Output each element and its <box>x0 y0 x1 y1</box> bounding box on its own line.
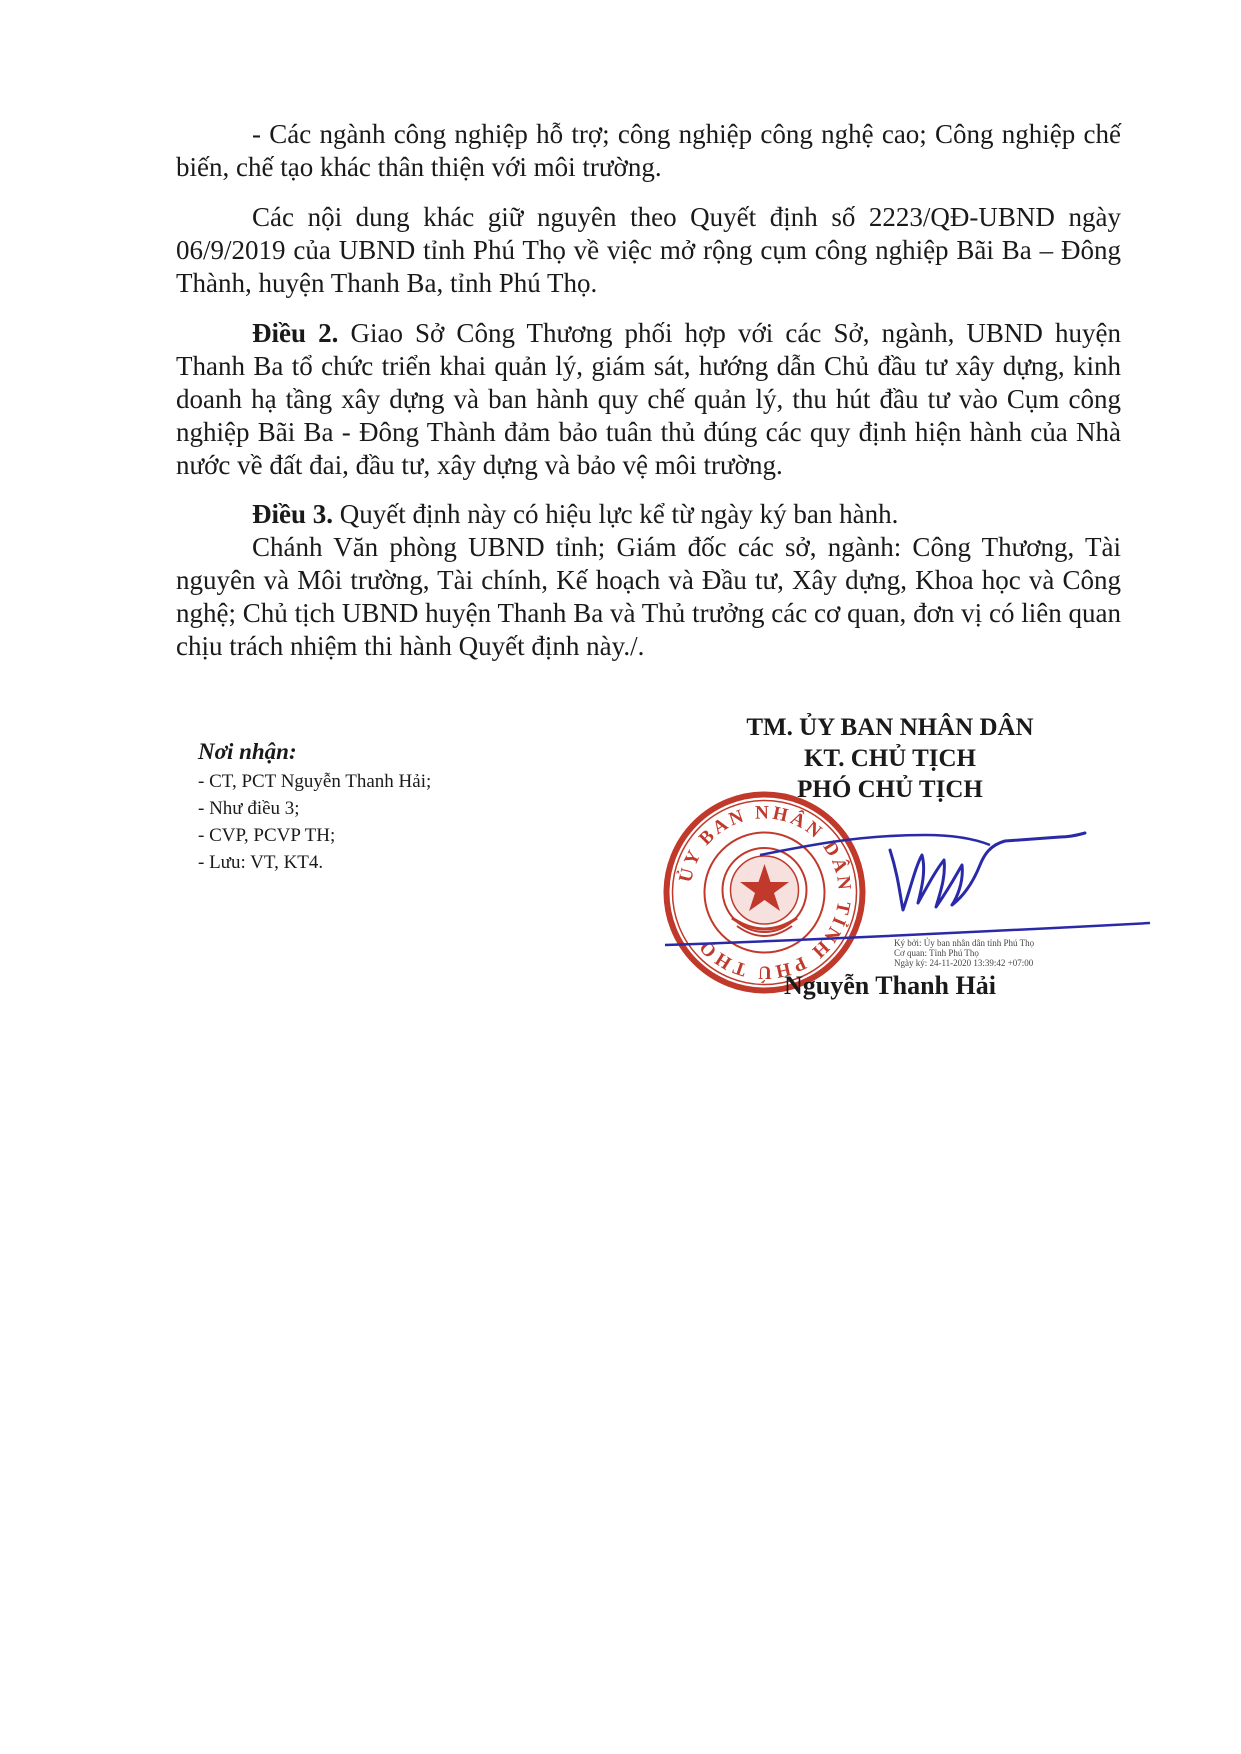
stamp-signed-date: Ngày ký: 24-11-2020 13:39:42 +07:00 <box>894 958 1034 968</box>
stamp-agency: Cơ quan: Tỉnh Phú Thọ <box>894 948 979 958</box>
sign-title-line: PHÓ CHỦ TỊCH <box>797 776 983 803</box>
recipient-item: - Như điều 3; <box>198 798 300 819</box>
signer-name: Nguyễn Thanh Hải <box>784 971 996 1000</box>
digital-signature-stamp <box>894 938 1114 968</box>
paragraph-article-2 <box>176 317 1121 482</box>
document-body <box>176 118 1121 663</box>
paragraph-article-3 <box>176 498 1121 531</box>
paragraph-other-content: Các nội dung khác giữ nguyên theo Quyết định số 2223/QĐ-UBND ngày 06/9/2019 của UBND tỉnh Phú Thọ về việc mở rộng cụm công nghiệp Bãi Ba – Đông Thành, huyện Thanh Ba, tỉnh Phú Thọ. <box>176 202 1121 298</box>
stamp-signed-by: Ký bởi: Ủy ban nhân dân tỉnh Phú Thọ <box>894 938 1035 948</box>
article-3-label: Điều 3. <box>252 499 333 529</box>
article-2-label: Điều 2. <box>252 318 339 348</box>
paragraph-industries: - Các ngành công nghiệp hỗ trợ; công nghiệp công nghệ cao; Công nghiệp chế biến, chế tạo khác thân thiện với môi trường. <box>176 119 1121 182</box>
article-2-text: Giao Sở Công Thương phối hợp với các Sở, ngành, UBND huyện Thanh Ba tổ chức triển khai quản lý, giám sát, hướng dẫn Chủ đầu tư xây dựng, kinh doanh hạ tầng xây dựng và ban hành quy chế quản lý, thu hút đầu tư vào Cụm công nghiệp Bãi Ba - Đông Thành đảm bảo tuân thủ đúng các quy định hiện hành của Nhà nước về đất đai, đầu tư, xây dựng và bảo vệ môi trường. <box>176 318 1122 480</box>
recipients-title: Nơi nhận: <box>198 739 297 764</box>
recipient-item: - Lưu: VT, KT4. <box>198 852 324 873</box>
recipient-item: - CVP, PCVP TH; <box>198 825 336 846</box>
svg-text:ỦY BAN NHÂN DÂN TỈNH PHÚ THỌ: ỦY BAN NHÂN DÂN TỈNH PHÚ THỌ <box>675 802 855 983</box>
recipients-block <box>198 738 638 876</box>
recipient-item: - CT, PCT Nguyễn Thanh Hải; <box>198 771 432 792</box>
article-3-text: Quyết định này có hiệu lực kể từ ngày ký ban hành. <box>333 499 899 529</box>
sign-authority-line: TM. ỦY BAN NHÂN DÂN <box>746 714 1034 741</box>
sign-role-line: KT. CHỦ TỊCH <box>803 745 977 772</box>
paragraph-responsibility: Chánh Văn phòng UBND tỉnh; Giám đốc các sở, ngành: Công Thương, Tài nguyên và Môi trường, Tài chính, Kế hoạch và Đầu tư, Xây dựng, Khoa học và Công nghệ; Chủ tịch UBND huyện Thanh Ba và Thủ trưởng các cơ quan, đơn vị có liên quan chịu trách nhiệm thi hành Quyết định này./. <box>176 532 1121 661</box>
